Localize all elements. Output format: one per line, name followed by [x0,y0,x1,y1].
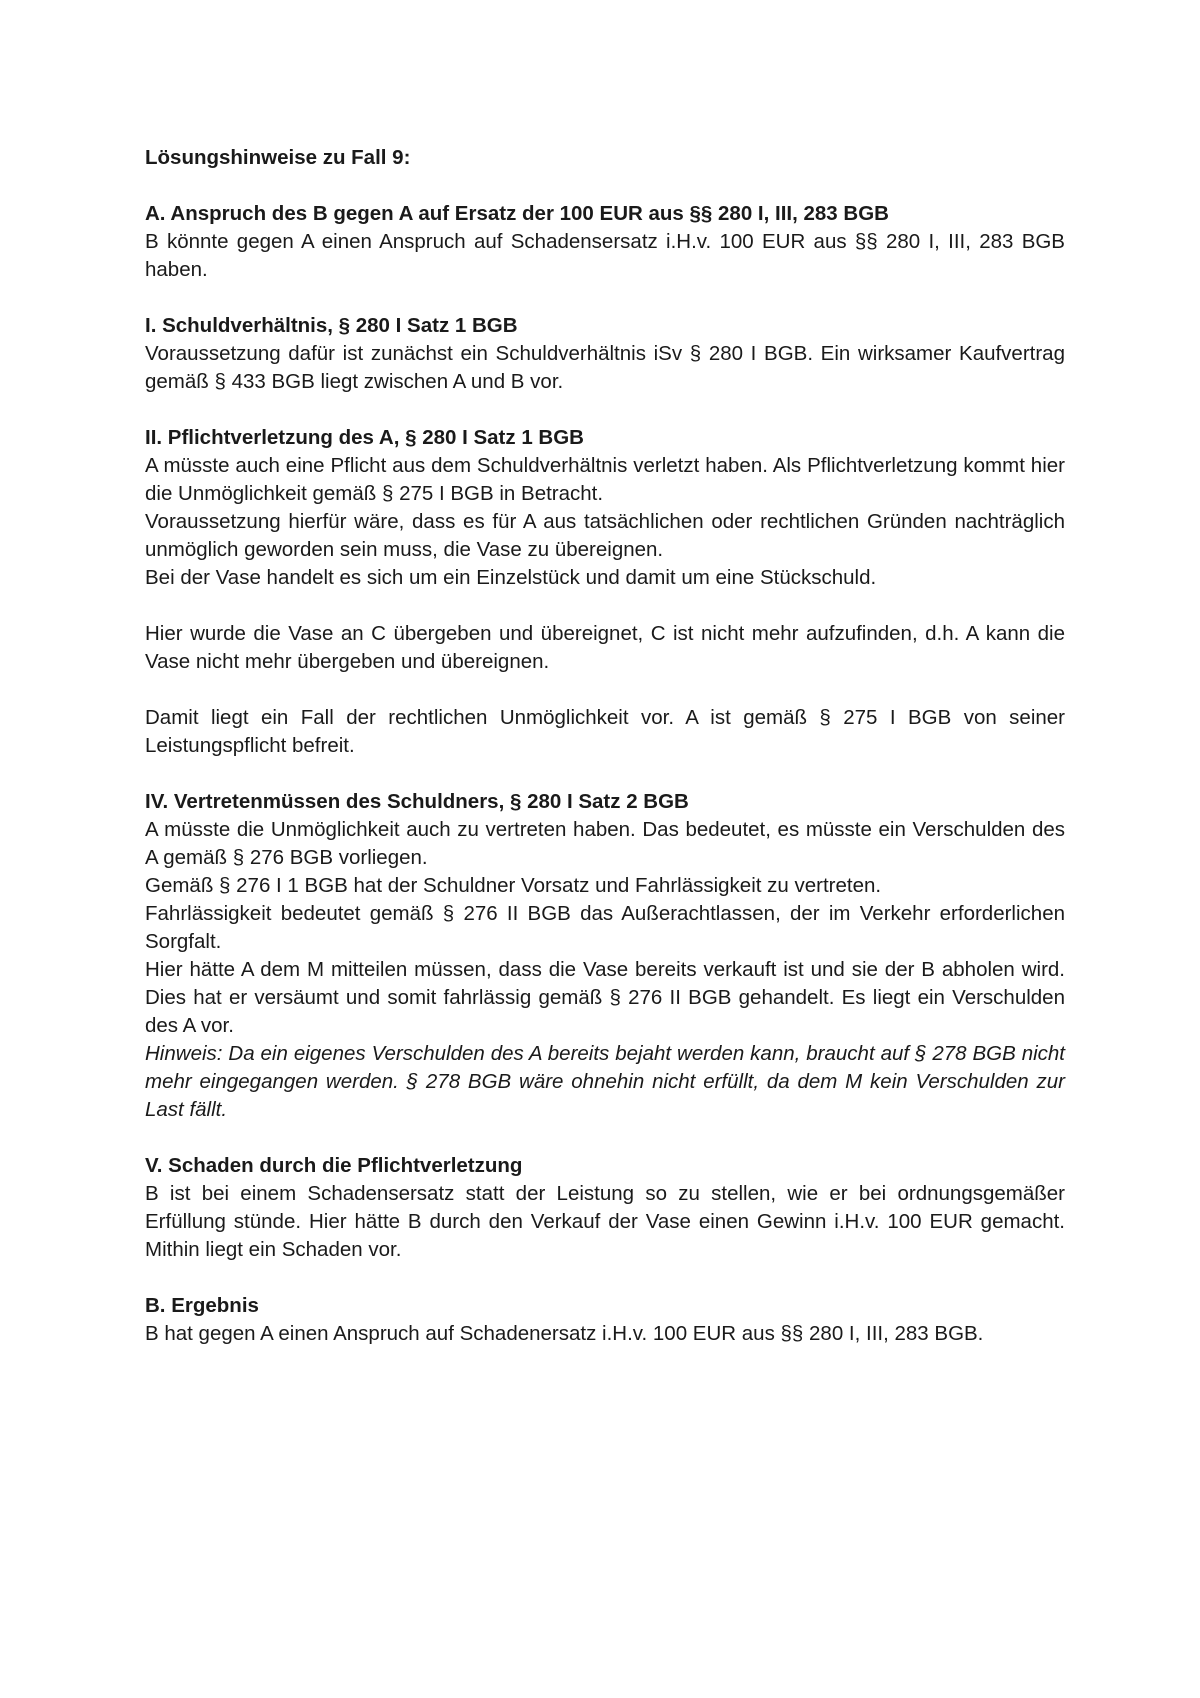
section-heading: B. Ergebnis [145,1294,259,1317]
document-page [145,144,1065,1348]
paragraph: A müsste auch eine Pflicht aus dem Schuldverhältnis verletzt haben. Als Pflichtverletzung kommt hier die Unmöglichkeit gemäß § 275 I BGB in Betracht. [145,454,1065,505]
paragraph: Damit liegt ein Fall der rechtlichen Unmöglichkeit vor. A ist gemäß § 275 I BGB von seiner Leistungspflicht befreit. [145,706,1065,757]
paragraph: A müsste die Unmöglichkeit auch zu vertreten haben. Das bedeutet, es müsste ein Verschulden des A gemäß § 276 BGB vorliegen. [145,818,1065,869]
section-heading: IV. Vertretenmüssen des Schuldners, § 280 I Satz 2 BGB [145,790,689,813]
paragraph: Bei der Vase handelt es sich um ein Einzelstück und damit um eine Stückschuld. [145,566,877,589]
paragraph: Fahrlässigkeit bedeutet gemäß § 276 II BGB das Außerachtlassen, der im Verkehr erforderlichen Sorgfalt. [145,902,1065,953]
paragraph: Voraussetzung dafür ist zunächst ein Schuldverhältnis iSv § 280 I BGB. Ein wirksamer Kaufvertrag gemäß § 433 BGB liegt zwischen A und B vor. [145,342,1065,393]
paragraph: B hat gegen A einen Anspruch auf Schadenersatz i.H.v. 100 EUR aus §§ 280 I, III, 283 BGB. [145,1322,984,1345]
section-heading: A. Anspruch des B gegen A auf Ersatz der 100 EUR aus §§ 280 I, III, 283 BGB [145,202,889,225]
paragraph: Hier wurde die Vase an C übergeben und übereignet, C ist nicht mehr aufzufinden, d.h. A kann die Vase nicht mehr übergeben und übereignen. [145,622,1065,673]
hint-note: Hinweis: Da ein eigenes Verschulden des A bereits bejaht werden kann, braucht auf § 278 BGB nicht mehr eingegangen werden. § 278 BGB wäre ohnehin nicht erfüllt, da dem M kein Verschulden zur Last fällt. [145,1042,1065,1121]
document-title: Lösungshinweise zu Fall 9: [145,146,411,169]
section-vertretenmuessen [145,788,1065,1124]
paragraph: Voraussetzung hierfür wäre, dass es für A aus tatsächlichen oder rechtlichen Gründen nachträglich unmöglich geworden sein muss, die Vase zu übereignen. [145,510,1065,561]
section-heading: V. Schaden durch die Pflichtverletzung [145,1154,523,1177]
paragraph: Hier hätte A dem M mitteilen müssen, dass die Vase bereits verkauft ist und sie der B abholen wird. Dies hat er versäumt und somit fahrlässig gemäß § 276 II BGB gehandelt. Es liegt ein Verschulden des A vor. [145,958,1065,1037]
paragraph: B könnte gegen A einen Anspruch auf Schadensersatz i.H.v. 100 EUR aus §§ 280 I, III, 283 BGB haben. [145,230,1065,281]
section-schuldverhaeltnis [145,312,1065,396]
section-anspruch [145,200,1065,284]
paragraph: Gemäß § 276 I 1 BGB hat der Schuldner Vorsatz und Fahrlässigkeit zu vertreten. [145,874,882,897]
paragraph: B ist bei einem Schadensersatz statt der Leistung so zu stellen, wie er bei ordnungsgemäßer Erfüllung stünde. Hier hätte B durch den Verkauf der Vase einen Gewinn i.H.v. 100 EUR gemacht. Mithin liegt ein Schaden vor. [145,1182,1065,1261]
section-heading: II. Pflichtverletzung des A, § 280 I Satz 1 BGB [145,426,584,449]
section-schaden [145,1152,1065,1264]
section-pflichtverletzung [145,424,1065,760]
section-ergebnis [145,1292,1065,1348]
section-heading: I. Schuldverhältnis, § 280 I Satz 1 BGB [145,314,518,337]
